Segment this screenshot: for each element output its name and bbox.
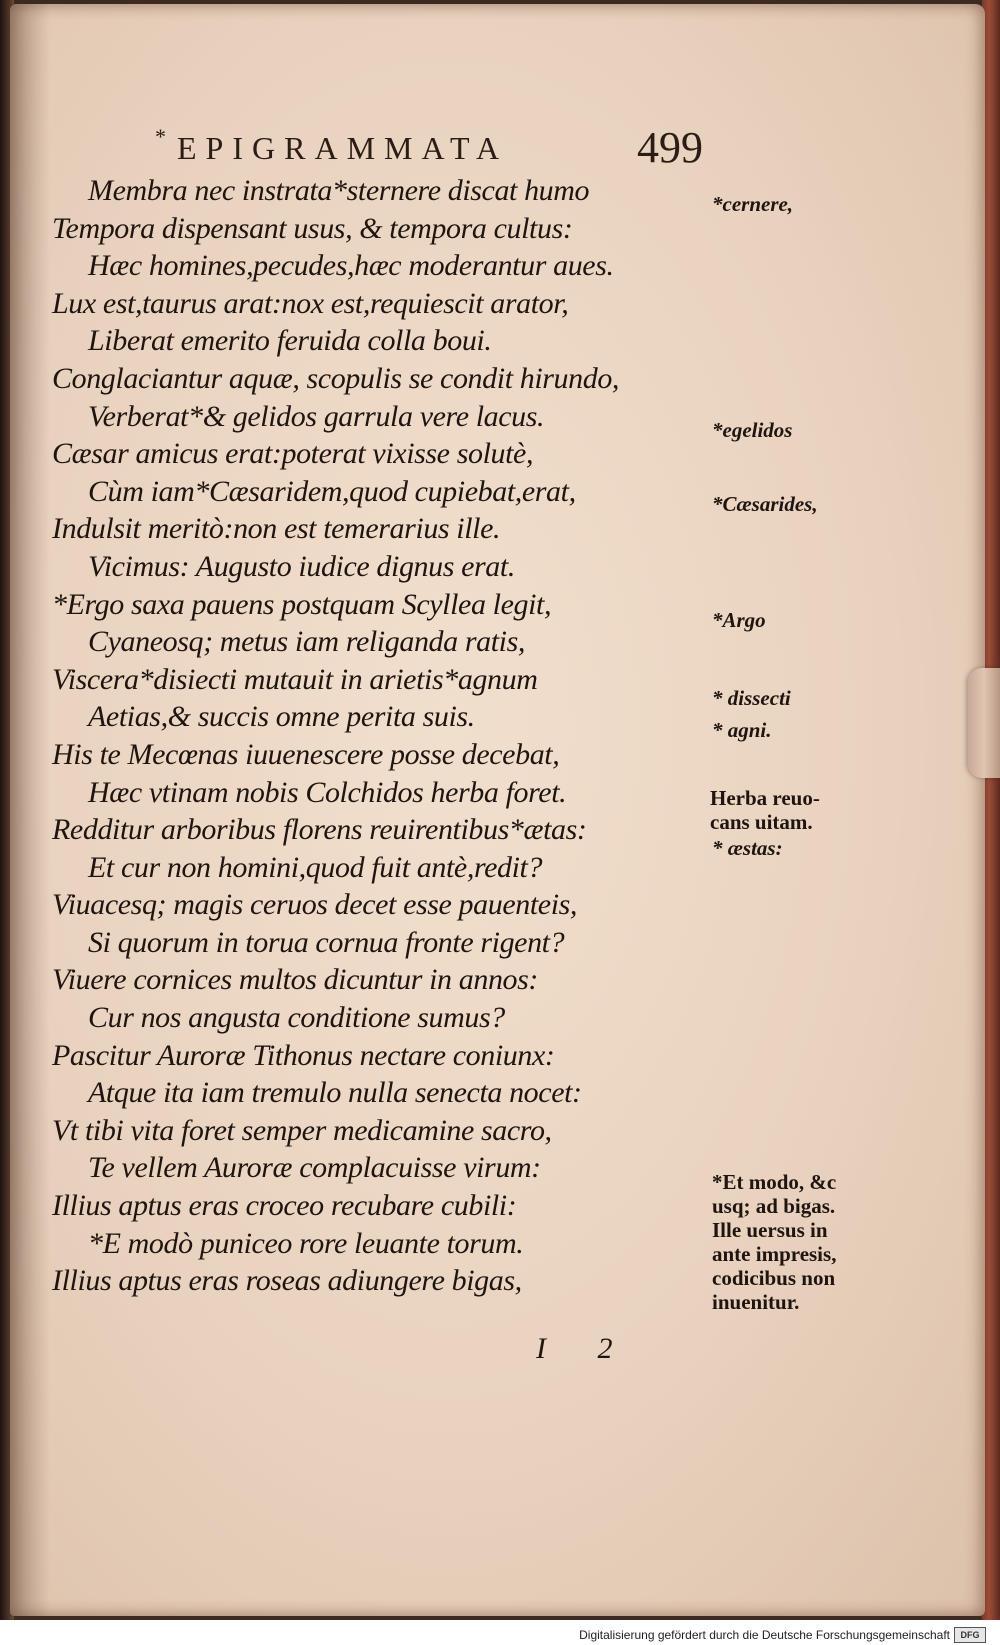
note-dissecti: * dissecti xyxy=(712,686,791,710)
note-agni: * agni. xyxy=(712,718,772,742)
signature-mark: I 2 xyxy=(536,1332,635,1365)
poem-line: Illius aptus eras croceo recubare cubili: xyxy=(52,1189,517,1223)
poem-line: Pascitur Auroræ Tithonus nectare coniunx: xyxy=(52,1038,555,1072)
note-caesarides: *Cæsarides, xyxy=(712,492,818,516)
poem-line: Verberat*& gelidos garrula vere lacus. xyxy=(88,399,545,433)
poem-line: Cur nos angusta conditione sumus? xyxy=(88,1001,505,1035)
poem-line: Vt tibi vita foret semper medicamine sacro, xyxy=(52,1113,552,1147)
page-gutter-shadow xyxy=(10,4,50,1616)
poem-line: Viscera*disiecti mutauit in arietis*agnum xyxy=(52,662,538,696)
note-aestas: * æstas: xyxy=(712,836,783,860)
poem-line: Lux est,taurus arat:nox est,requiescit arator, xyxy=(52,286,569,320)
poem-line: Hæc homines,pecudes,hæc moderantur aues. xyxy=(88,249,614,283)
poem-line: Hæc vtinam nobis Colchidos herba foret. xyxy=(88,775,567,809)
poem-text xyxy=(48,172,708,1300)
note-herba: Herba reuo- cans uitam. xyxy=(710,786,820,834)
poem-line: Illius aptus eras roseas adiungere bigas, xyxy=(52,1264,522,1298)
poem-line: Cùm iam*Cæsaridem,quod cupiebat,erat, xyxy=(88,474,576,508)
poem-line: Cyaneosq; metus iam religanda ratis, xyxy=(88,625,525,659)
poem-line: His te Mecœnas iuuenescere posse decebat, xyxy=(52,737,560,771)
note-argo: *Argo xyxy=(712,608,766,632)
header-mark: * xyxy=(155,124,166,149)
poem-line: Indulsit meritò:non est temerarius ille. xyxy=(52,512,501,546)
dfg-logo: DFG xyxy=(954,1627,986,1643)
poem-line: Vicimus: Augusto iudice dignus erat. xyxy=(88,549,515,583)
footer-credit: Digitalisierung gefördert durch die Deutsche Forschungsgemeinschaft xyxy=(579,1628,950,1642)
poem-line: Membra nec instrata*sternere discat humo xyxy=(88,174,590,207)
poem-line: Cæsar amicus erat:poterat vixisse solutè, xyxy=(52,437,534,471)
poem-line: Redditur arboribus florens reuirentibus*ætas: xyxy=(52,813,587,847)
poem-line: Conglaciantur aquæ, scopulis se condit hirundo, xyxy=(52,361,620,395)
page-tab-marker xyxy=(968,668,1000,778)
poem-line: Tempora dispensant usus, & tempora cultus: xyxy=(52,211,573,245)
note-egelidos: *egelidos xyxy=(712,418,793,442)
note-cernere: *cernere, xyxy=(712,192,794,216)
poem-line: Liberat emerito feruida colla boui. xyxy=(88,324,492,358)
poem-line: Atque ita iam tremulo nulla senecta nocet: xyxy=(88,1076,582,1110)
poem-line: Aetias,& succis omne perita suis. xyxy=(88,700,475,734)
poem-line: Te vellem Auroræ complacuisse virum: xyxy=(88,1151,541,1185)
page-number: 499 xyxy=(637,123,703,172)
poem-line: *Ergo saxa pauens postquam Scyllea legit, xyxy=(52,587,552,621)
running-title: EPIGRAMMATA xyxy=(177,130,509,166)
poem-line: Viuere cornices multos dicuntur in annos: xyxy=(52,963,539,997)
poem-line: *E modò puniceo rore leuante torum. xyxy=(88,1226,524,1260)
poem-line: Et cur non homini,quod fuit antè,redit? xyxy=(88,850,543,884)
poem-line: Si quorum in torua cornua fronte rigent? xyxy=(88,925,565,959)
poem-line: Viuacesq; magis ceruos decet esse pauenteis, xyxy=(52,888,578,922)
note-et-modo: *Et modo, &c usq; ad bigas. Ille uersus in ante impresis, codicibus non inuenitur. xyxy=(712,1170,837,1314)
